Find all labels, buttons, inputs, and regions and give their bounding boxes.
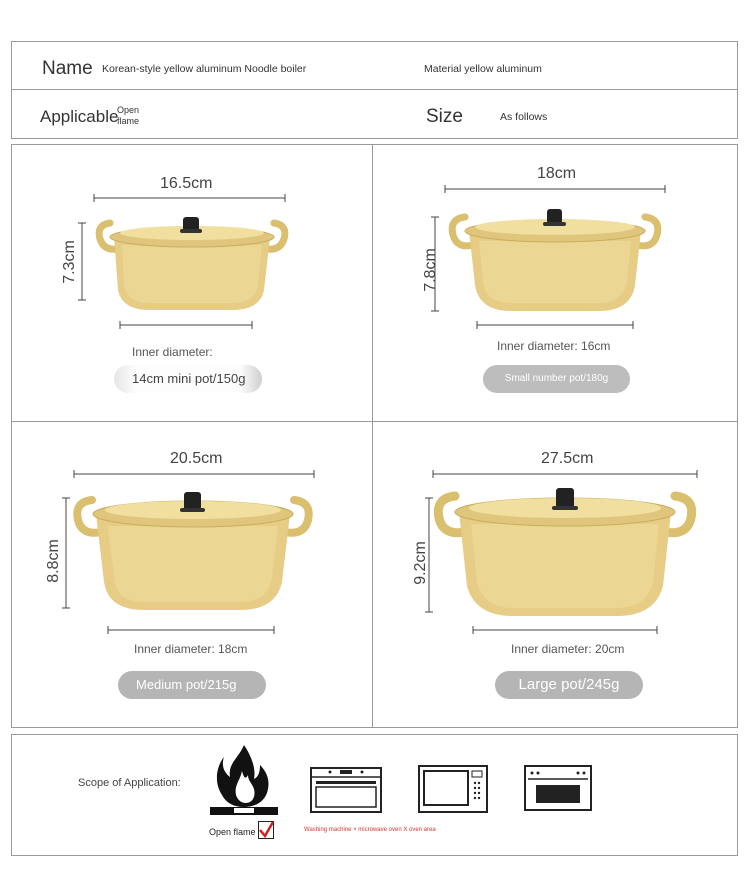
- pot-height-label: 7.3cm: [60, 240, 78, 284]
- name-value: Korean-style yellow aluminum Noodle boiler: [102, 63, 307, 75]
- size-tag-medium: [118, 671, 266, 699]
- microwave-icon: [418, 765, 488, 813]
- pot-size-grid: [11, 144, 738, 728]
- name-label: Name: [42, 58, 93, 79]
- pot-height-label: 7.8cm: [421, 248, 439, 292]
- size-tag-mini: [114, 365, 262, 393]
- pot-height-label: 9.2cm: [411, 541, 429, 585]
- open-flame-label: Open flame: [209, 827, 256, 837]
- size-value: As follows: [500, 111, 548, 123]
- pot-height-label: 8.8cm: [44, 539, 62, 583]
- usage-note: Washing machine × microwave oven X oven area: [304, 827, 436, 833]
- pot-cell-mini: [12, 145, 372, 421]
- size-tag-text: Small number pot/180g: [504, 373, 609, 384]
- spec-row-applicable: [12, 91, 737, 139]
- scope-of-application: [11, 734, 738, 856]
- pot-cell-large: [373, 422, 739, 728]
- material-value: Material yellow aluminum: [424, 63, 542, 75]
- pot-width-label: 16.5cm: [160, 175, 213, 192]
- pot-width-label: 20.5cm: [170, 450, 223, 467]
- oven-icon: [310, 767, 382, 813]
- inner-diameter-label: Inner diameter: 16cm: [497, 339, 611, 353]
- check-icon: [258, 821, 274, 839]
- applicable-value-line1: Open: [117, 105, 140, 115]
- size-label: Size: [426, 106, 463, 127]
- pot-cell-medium: [12, 422, 372, 728]
- applicable-label: Applicable: [40, 107, 119, 126]
- dishwasher-icon: [524, 765, 592, 811]
- applicable-value-line2: flame: [117, 116, 140, 126]
- size-tag-large: [495, 671, 643, 699]
- pot-width-label: 18cm: [537, 165, 577, 182]
- inner-diameter-label: Inner diameter: 20cm: [511, 642, 625, 656]
- open-flame-icon: [208, 741, 280, 817]
- inner-diameter-label: Inner diameter:: [132, 345, 213, 359]
- size-tag-small: [483, 365, 630, 393]
- size-tag-text: Large pot/245g: [518, 676, 620, 693]
- pot-width-label: 27.5cm: [541, 450, 594, 467]
- spec-row-name: [12, 42, 737, 90]
- size-tag-text: 14cm mini pot/150g: [132, 371, 246, 386]
- spec-table: [11, 41, 738, 139]
- pot-cell-small: [373, 145, 739, 421]
- size-tag-text: Medium pot/215g: [136, 677, 237, 692]
- scope-label: Scope of Application:: [78, 777, 181, 789]
- inner-diameter-label: Inner diameter: 18cm: [134, 642, 248, 656]
